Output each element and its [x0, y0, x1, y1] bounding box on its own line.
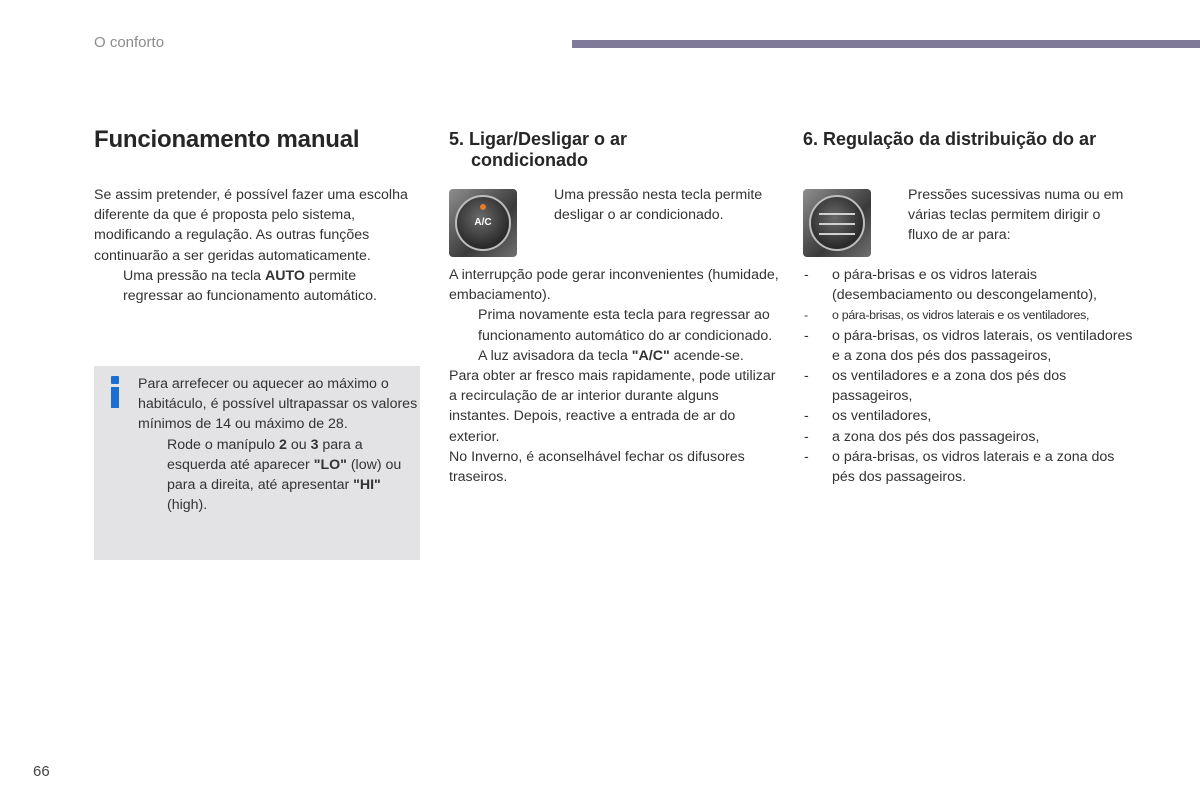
dash-mark: -: [804, 327, 809, 344]
dash-mark: -: [804, 408, 809, 425]
manual-section-body: [94, 185, 414, 306]
dash-mark: -: [804, 368, 809, 385]
ac-para-3: No Inverno, é aconselhável fechar os difusores traseiros.: [449, 448, 745, 486]
list-item: [803, 326, 1133, 366]
auto-bullet-text-end: permite regressar ao funcionamento automático.: [123, 267, 377, 305]
info-bullet: [138, 435, 418, 516]
info-bullet-text: Rode o manípulo: [167, 436, 279, 453]
page-number: 66: [33, 763, 50, 780]
header-accent-bar: [572, 40, 1200, 48]
list-item: [803, 265, 1133, 305]
ac-para-2: Para obter ar fresco mais rapidamente, pode utilizar a recirculação de ar interior durante alguns instantes. Depois, reactive a entrada de ar do exterior.: [449, 368, 776, 445]
ac-bullet-2-text: Prima novamente esta tecla para regressar ao funcionamento automático do ar condicionado. A luz avisadora da tecla: [478, 307, 773, 364]
info-box-text: [138, 374, 418, 515]
heading-ac-line1: 5. Ligar/Desligar o ar: [449, 129, 628, 149]
ac-bullet-1-text: Uma pressão nesta tecla permite desligar o ar condicionado.: [554, 187, 763, 224]
air-distribution-buttons-image: [803, 189, 871, 257]
ac-bullet-2: [449, 305, 779, 366]
heading-ac-line2: condicionado: [471, 150, 588, 170]
dash-mark: -: [804, 448, 809, 465]
auto-bullet-text: Uma pressão na tecla: [123, 267, 265, 284]
heading-manual-operation: Funcionamento manual: [94, 126, 360, 153]
list-item: [803, 366, 1133, 406]
distribution-list: [803, 265, 1133, 487]
info-paragraph: Para arrefecer ou aquecer ao máximo o habitáculo, é possível ultrapassar os valores mínimos de 14 ou máximo de 28.: [138, 376, 418, 433]
dash-mark: -: [804, 428, 809, 445]
ac-section-body: [449, 265, 779, 487]
distribution-bullet-text: Pressões sucessivas numa ou em várias teclas permitem dirigir o fluxo de ar para:: [908, 187, 1124, 244]
info-bullet-text: para a esquerda até aparecer: [167, 436, 363, 473]
dash-mark: -: [804, 267, 809, 283]
info-icon: [108, 376, 122, 408]
manual-intro: Se assim pretender, é possível fazer uma escolha diferente da que é proposta pelo sistema, modificando a regulação. As outras funções continuarão a ser geridas automaticamente.: [94, 187, 408, 264]
ac-indicator-led: [480, 204, 486, 210]
heading-ac-toggle: [449, 129, 779, 171]
info-bullet-text: (high).: [167, 497, 208, 514]
list-item-text: os ventiladores,: [832, 408, 932, 425]
info-bullet-text: ou: [286, 436, 311, 453]
ac-key: "A/C": [631, 347, 670, 364]
auto-bullet: [94, 266, 414, 306]
dash-mark: -: [804, 308, 808, 323]
ac-button-label: A/C: [474, 217, 492, 228]
ac-bullet-1: [526, 185, 776, 225]
list-item-text: o pára-brisas e os vidros laterais (desembaciamento ou descongelamento),: [832, 267, 1097, 304]
distribution-bullet: [880, 185, 1130, 246]
list-item-text: o pára-brisas, os vidros laterais e os ventiladores,: [832, 308, 1090, 323]
list-item-text: os ventiladores e a zona dos pés dos passageiros,: [832, 368, 1067, 405]
list-item-text: o pára-brisas, os vidros laterais e a zona dos pés dos passageiros.: [832, 448, 1115, 486]
list-item: [803, 427, 1133, 447]
ac-para-1: A interrupção pode gerar inconvenientes (humidade, embaciamento).: [449, 267, 779, 304]
auto-key: AUTO: [264, 267, 305, 284]
list-item: [803, 447, 1133, 487]
ac-bullet-2-end: acende-se.: [669, 347, 744, 364]
hi-label: "HI": [353, 477, 381, 494]
list-item: [803, 305, 1133, 325]
ac-button-image: [449, 189, 517, 257]
section-title: O conforto: [94, 34, 165, 51]
lo-label: "LO": [313, 456, 347, 473]
knob-3: 3: [310, 436, 319, 453]
heading-air-distribution: 6. Regulação da distribuição do ar: [803, 129, 1097, 149]
knob-2: 2: [279, 436, 287, 453]
list-item: [803, 406, 1133, 426]
list-item-text: o pára-brisas, os vidros laterais, os ventiladores e a zona dos pés dos passageiros,: [832, 327, 1133, 364]
list-item-text: a zona dos pés dos passageiros,: [832, 428, 1040, 445]
info-bullet-text: (low) ou para a direita, até apresentar: [167, 456, 402, 494]
